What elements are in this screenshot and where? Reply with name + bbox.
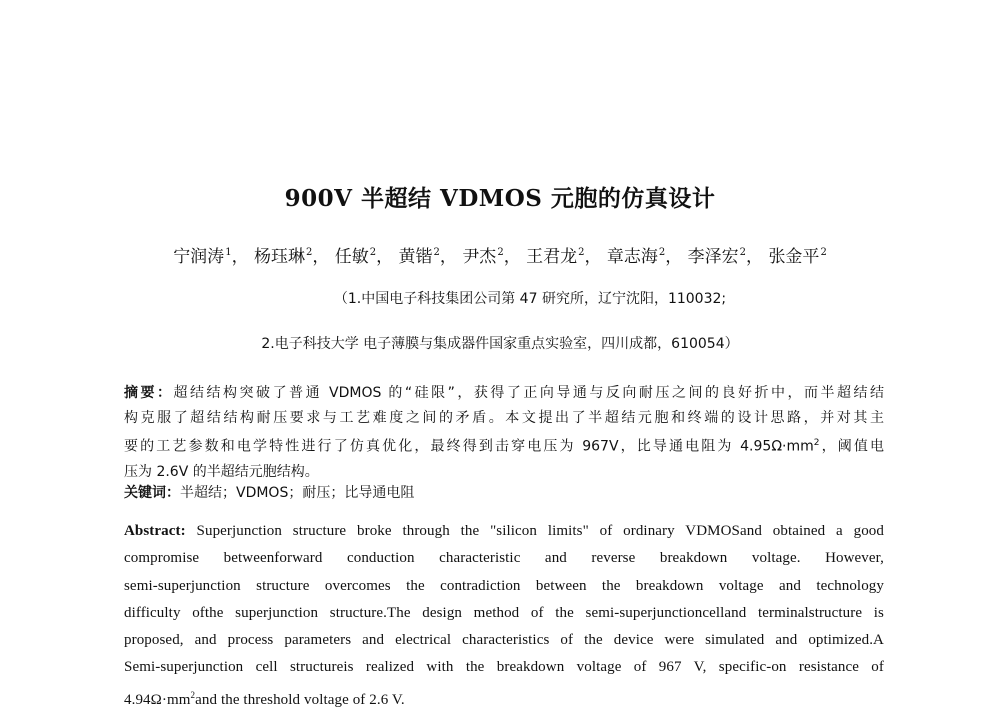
en-abstract-line: proposed, and process parameters and electrical characteristics of the device were simulated and optimized.A — [124, 632, 884, 649]
author: 尹杰$^2$ — [462, 247, 504, 267]
author: 任敏$^2$ — [334, 247, 377, 267]
author: 王君龙$^2$ — [526, 247, 585, 267]
chinese-keywords — [124, 481, 884, 506]
en-abstract-line: $4.94\Omega\cdot mm^2and$ the threshold voltage of 2.6 V. — [124, 689, 405, 708]
author: 张金平$^2$ — [768, 247, 827, 267]
en-abstract-line: difficulty ofthe superjunction structure.The design method of the semi-superjunctioncelland terminalstructure is — [124, 604, 884, 621]
en-abstract-line: Abstract: Superjunction structure broke through the "silicon limits" of ordinary VDMOSand obtained a good — [124, 523, 884, 539]
paper-title: 900V 半超结 VDMOS 元胞的仿真设计 — [284, 185, 716, 212]
chinese-abstract — [124, 381, 884, 485]
zh-abstract-line: 构克服了超结结构耐压要求与工艺难度之间的矛盾。本文提出了半超结元胞和终端的设计思路，并对其主 — [124, 410, 884, 426]
zh-abstract-line: 摘要：超结结构突破了普通 VDMOS 的“硅限”，获得了正向导通与反向耐压之间的良好折中，而半超结结 — [124, 385, 885, 401]
author: 章志海$^2$ — [606, 247, 666, 267]
affiliation-1: （1.中国电子科技集团公司第 47 研究所，辽宁沈阳，110032; — [333, 291, 727, 307]
english-abstract — [124, 518, 884, 714]
zh-abstract-line: 要的工艺参数和电学特性进行了仿真优化，最终得到击穿电压为 967V，比导通电阻为 $4.95\Omega\cdot mm^2$，阈值电 — [124, 438, 885, 455]
author: 宁润涛$^1$ — [173, 247, 232, 267]
en-abstract-line: semi-superjunction structure overcomes the contradiction between the breakdown voltage and technology — [124, 577, 884, 594]
en-abstract-line: compromise betweenforward conduction characteristic and reverse breakdown voltage. However, — [124, 550, 884, 567]
author-list: 宁润涛$^1$， 杨珏琳$^2$， 任敏$^2$， 黄锴$^2$， 尹杰$^2$， 王君龙$^2$， 章志海$^2$， 李泽宏$^2$， 张金平$^2$ — [173, 247, 827, 267]
en-abstract-line: Semi-superjunction cell structureis realized with the breakdown voltage of 967 V, specific-on resistance of — [124, 659, 884, 676]
en-abstract-label: Abstract: — [124, 523, 186, 539]
author: 李泽宏$^2$ — [687, 247, 747, 267]
affiliation-2: 2.电子科技大学 电子薄膜与集成器件国家重点实验室，四川成都，610054） — [261, 336, 739, 352]
author: 黄锴$^2$ — [398, 247, 440, 267]
zh-abstract-label: 摘要： — [124, 385, 174, 401]
keywords-label: 关键词： — [124, 485, 180, 501]
author: 杨珏琳$^2$ — [253, 247, 313, 267]
keywords-text: 半超结；VDMOS；耐压；比导通电阻 — [180, 485, 415, 501]
zh-abstract-line: 压为 2.6V 的半超结元胞结构。 — [124, 463, 319, 480]
